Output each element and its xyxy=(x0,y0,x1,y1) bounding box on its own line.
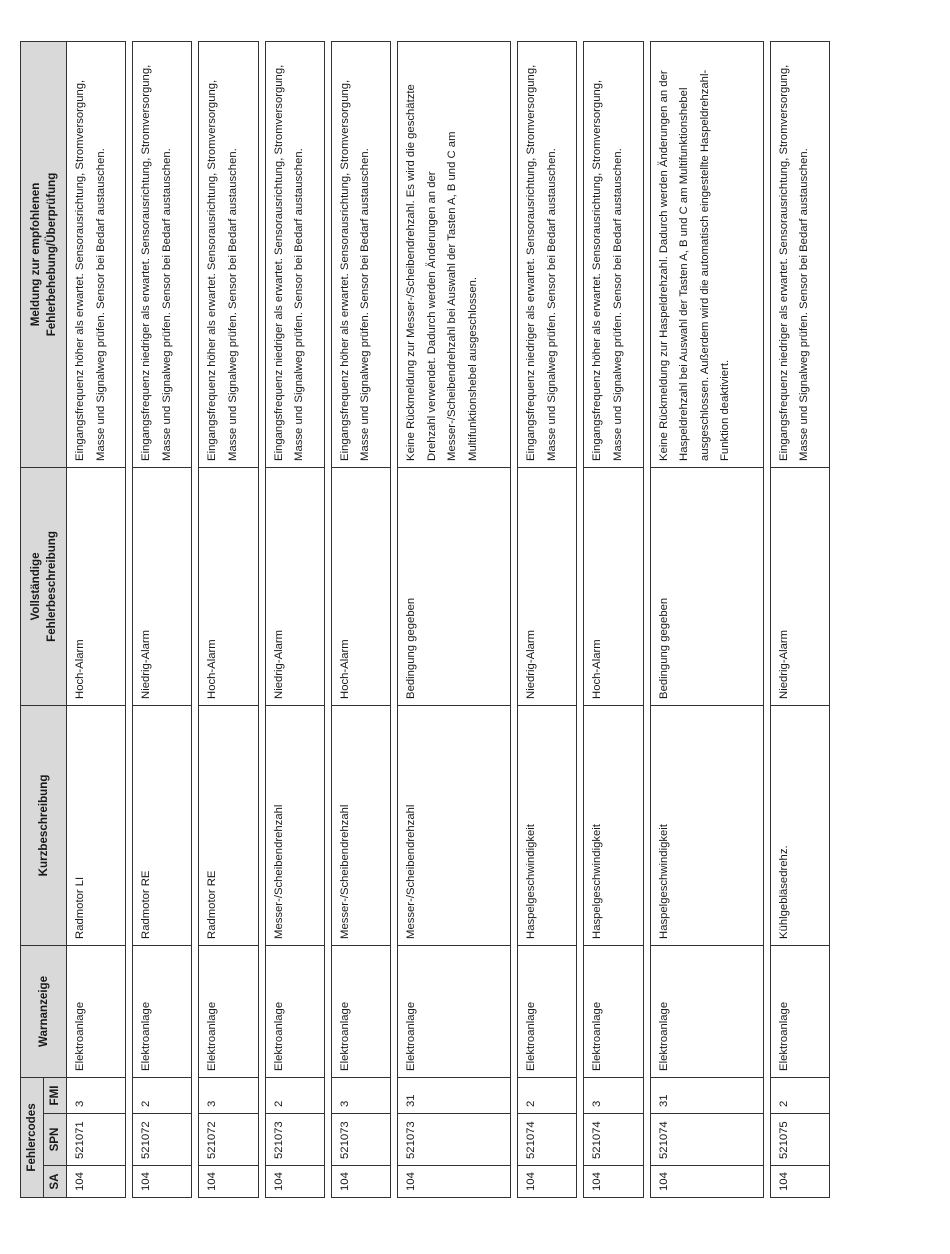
cell-kurzbeschreibung: Messer-/Scheibendrehzahl xyxy=(331,705,390,945)
cell-spn: 521071 xyxy=(67,1114,126,1166)
cell-fmi: 31 xyxy=(398,1077,511,1113)
cell-meldung: Eingangsfrequenz niedriger als erwartet. Sensorausrichtung, Stromversorgung, Masse und Signalweg prüfen. Sensor bei Bedarf austauschen. xyxy=(770,41,829,467)
cell-sa: 104 xyxy=(133,1166,192,1198)
cell-kurzbeschreibung: Radmotor RE xyxy=(199,705,258,945)
row-gap xyxy=(391,41,398,1197)
cell-sa: 104 xyxy=(331,1166,390,1198)
cell-meldung: Eingangsfrequenz niedriger als erwartet. Sensorausrichtung, Stromversorgung, Masse und Signalweg prüfen. Sensor bei Bedarf austauschen. xyxy=(518,41,577,467)
header-vollstaendige-line1: Vollständige xyxy=(28,552,42,621)
cell-fehlerbeschreibung: Niedrig-Alarm xyxy=(518,467,577,705)
header-fehlercodes: Fehlercodes xyxy=(21,1077,44,1197)
header-warnanzeige: Warnanzeige xyxy=(21,945,67,1077)
cell-fehlerbeschreibung: Hoch-Alarm xyxy=(331,467,390,705)
row-gap-cell xyxy=(643,41,650,1197)
cell-kurzbeschreibung: Kühlgebläsedrehz. xyxy=(770,705,829,945)
cell-warnanzeige: Elektroanlage xyxy=(133,945,192,1077)
cell-fmi: 3 xyxy=(331,1077,390,1113)
header-meldung xyxy=(21,41,67,467)
cell-spn: 521075 xyxy=(770,1114,829,1166)
table-row xyxy=(584,41,643,1197)
cell-fehlerbeschreibung: Hoch-Alarm xyxy=(584,467,643,705)
row-gap-cell xyxy=(577,41,584,1197)
cell-sa: 104 xyxy=(199,1166,258,1198)
cell-kurzbeschreibung: Messer-/Scheibendrehzahl xyxy=(265,705,324,945)
cell-meldung: Keine Rückmeldung zur Haspeldrehzahl. Dadurch werden Änderungen an der Haspeldrehzahl bei Auswahl der Tasten A, B und C am Multifunktionshebel ausgeschlossen. Außerdem wird die automatisch eingestellte Haspeldrehzahl-Funktion deaktiviert. xyxy=(650,41,763,467)
header-meldung-line1: Meldung zur empfohlenen xyxy=(28,182,42,327)
cell-spn: 521073 xyxy=(398,1114,511,1166)
cell-warnanzeige: Elektroanlage xyxy=(398,945,511,1077)
cell-meldung: Eingangsfrequenz höher als erwartet. Sensorausrichtung, Stromversorgung, Masse und Signalweg prüfen. Sensor bei Bedarf austauschen. xyxy=(67,41,126,467)
table-body xyxy=(67,41,830,1197)
cell-kurzbeschreibung: Radmotor LI xyxy=(67,705,126,945)
row-gap xyxy=(126,41,133,1197)
cell-fehlerbeschreibung: Niedrig-Alarm xyxy=(133,467,192,705)
table-row xyxy=(770,41,829,1197)
cell-sa: 104 xyxy=(67,1166,126,1198)
cell-sa: 104 xyxy=(584,1166,643,1198)
row-gap-cell xyxy=(763,41,770,1197)
cell-fehlerbeschreibung: Bedingung gegeben xyxy=(398,467,511,705)
cell-warnanzeige: Elektroanlage xyxy=(770,945,829,1077)
header-spn: SPN xyxy=(44,1114,67,1166)
cell-kurzbeschreibung: Radmotor RE xyxy=(133,705,192,945)
cell-warnanzeige: Elektroanlage xyxy=(584,945,643,1077)
cell-warnanzeige: Elektroanlage xyxy=(650,945,763,1077)
cell-fmi: 3 xyxy=(67,1077,126,1113)
header-kurzbeschreibung: Kurzbeschreibung xyxy=(21,705,67,945)
header-vollstaendige-fehlerbeschreibung xyxy=(21,467,67,705)
cell-meldung: Keine Rückmeldung zur Messer-/Scheibendrehzahl. Es wird die geschätzte Drehzahl verwendet. Dadurch werden Änderungen an der Messer-/Scheibendrehzahl bei Auswahl der Tasten A, B und C am Multifunktionshebel ausgeschlossen. xyxy=(398,41,511,467)
cell-spn: 521074 xyxy=(584,1114,643,1166)
cell-meldung: Eingangsfrequenz höher als erwartet. Sensorausrichtung, Stromversorgung, Masse und Signalweg prüfen. Sensor bei Bedarf austauschen. xyxy=(199,41,258,467)
cell-meldung: Eingangsfrequenz niedriger als erwartet. Sensorausrichtung, Stromversorgung, Masse und Signalweg prüfen. Sensor bei Bedarf austauschen. xyxy=(265,41,324,467)
fault-code-table xyxy=(20,41,830,1198)
cell-sa: 104 xyxy=(265,1166,324,1198)
cell-sa: 104 xyxy=(518,1166,577,1198)
cell-fmi: 2 xyxy=(265,1077,324,1113)
row-gap-cell xyxy=(192,41,199,1197)
cell-fehlerbeschreibung: Niedrig-Alarm xyxy=(770,467,829,705)
row-gap xyxy=(763,41,770,1197)
cell-kurzbeschreibung: Messer-/Scheibendrehzahl xyxy=(398,705,511,945)
row-gap-cell xyxy=(126,41,133,1197)
cell-sa: 104 xyxy=(650,1166,763,1198)
table-row xyxy=(265,41,324,1197)
cell-warnanzeige: Elektroanlage xyxy=(518,945,577,1077)
header-fmi: FMI xyxy=(44,1077,67,1113)
cell-sa: 104 xyxy=(770,1166,829,1198)
header-meldung-line2: Fehlerbehebung/Überprüfung xyxy=(44,172,58,337)
row-gap-cell xyxy=(258,41,265,1197)
row-gap xyxy=(577,41,584,1197)
cell-fehlerbeschreibung: Hoch-Alarm xyxy=(67,467,126,705)
header-row-1 xyxy=(21,41,44,1197)
cell-spn: 521072 xyxy=(133,1114,192,1166)
cell-meldung: Eingangsfrequenz höher als erwartet. Sensorausrichtung, Stromversorgung, Masse und Signalweg prüfen. Sensor bei Bedarf austauschen. xyxy=(584,41,643,467)
table-row xyxy=(133,41,192,1197)
cell-warnanzeige: Elektroanlage xyxy=(331,945,390,1077)
cell-spn: 521073 xyxy=(331,1114,390,1166)
table-row xyxy=(67,41,126,1197)
cell-kurzbeschreibung: Haspelgeschwindigkeit xyxy=(650,705,763,945)
cell-meldung: Eingangsfrequenz niedriger als erwartet. Sensorausrichtung, Stromversorgung, Masse und Signalweg prüfen. Sensor bei Bedarf austauschen. xyxy=(133,41,192,467)
cell-fmi: 2 xyxy=(770,1077,829,1113)
cell-sa: 104 xyxy=(398,1166,511,1198)
table-row xyxy=(199,41,258,1197)
cell-warnanzeige: Elektroanlage xyxy=(67,945,126,1077)
rotated-table-container xyxy=(20,42,830,1198)
cell-fehlerbeschreibung: Niedrig-Alarm xyxy=(265,467,324,705)
table-row xyxy=(398,41,511,1197)
cell-fmi: 3 xyxy=(199,1077,258,1113)
row-gap xyxy=(258,41,265,1197)
cell-fehlerbeschreibung: Bedingung gegeben xyxy=(650,467,763,705)
cell-spn: 521074 xyxy=(518,1114,577,1166)
row-gap xyxy=(324,41,331,1197)
table-row xyxy=(650,41,763,1197)
row-gap-cell xyxy=(324,41,331,1197)
cell-spn: 521073 xyxy=(265,1114,324,1166)
cell-fmi: 2 xyxy=(518,1077,577,1113)
table-row xyxy=(518,41,577,1197)
cell-meldung: Eingangsfrequenz höher als erwartet. Sensorausrichtung, Stromversorgung, Masse und Signalweg prüfen. Sensor bei Bedarf austauschen. xyxy=(331,41,390,467)
cell-kurzbeschreibung: Haspelgeschwindigkeit xyxy=(584,705,643,945)
row-gap xyxy=(643,41,650,1197)
cell-spn: 521072 xyxy=(199,1114,258,1166)
cell-kurzbeschreibung: Haspelgeschwindigkeit xyxy=(518,705,577,945)
cell-fmi: 2 xyxy=(133,1077,192,1113)
header-vollstaendige-line2: Fehlerbeschreibung xyxy=(44,531,58,642)
row-gap-cell xyxy=(391,41,398,1197)
cell-fmi: 3 xyxy=(584,1077,643,1113)
row-gap xyxy=(511,41,518,1197)
row-gap xyxy=(192,41,199,1197)
table-row xyxy=(331,41,390,1197)
cell-fehlerbeschreibung: Hoch-Alarm xyxy=(199,467,258,705)
header-sa: SA xyxy=(44,1166,67,1198)
cell-fmi: 31 xyxy=(650,1077,763,1113)
row-gap-cell xyxy=(511,41,518,1197)
cell-warnanzeige: Elektroanlage xyxy=(265,945,324,1077)
cell-spn: 521074 xyxy=(650,1114,763,1166)
cell-warnanzeige: Elektroanlage xyxy=(199,945,258,1077)
